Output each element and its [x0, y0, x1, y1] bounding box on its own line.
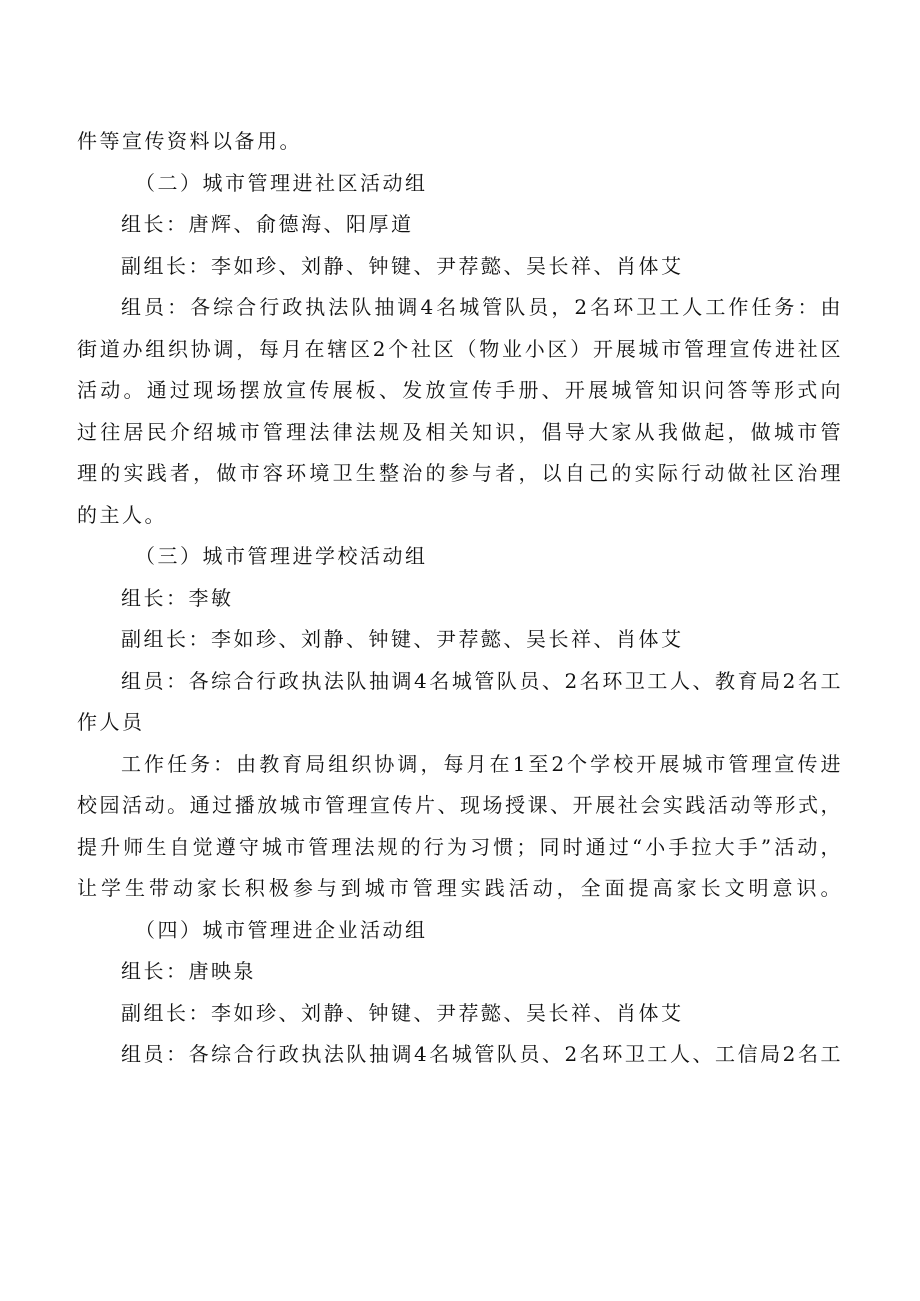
text-line: 理的实践者，做市容环境卫生整治的参与者，以自己的实际行动做社区治理 [77, 461, 843, 485]
text-line: 让学生带动家长积极参与到城市管理实践活动，全面提高家长文明意识。 [77, 876, 843, 900]
text-line: 提升师生自觉遵守城市管理法规的行为习惯；同时通过“小手拉大手”活动， [77, 834, 843, 859]
text-line: 组长：唐辉、俞德海、阳厚道 [121, 212, 414, 236]
text-line: 的主人。 [77, 502, 167, 527]
text-line: 组员：各综合行政执法队抽调4名城管队员、2名环卫工人、工信局2名工 [121, 1042, 843, 1066]
document-page [77, 124, 843, 1071]
text-line: （三）城市管理进学校活动组 [135, 544, 428, 568]
text-line: 组员：各综合行政执法队抽调4名城管队员，2名环卫工人工作任务：由 [121, 295, 843, 319]
text-line: 组长：李敏 [121, 585, 234, 610]
text-line: 组员：各综合行政执法队抽调4名城管队员、2名环卫工人、教育局2名工 [121, 668, 843, 693]
text-line: 副组长：李如珍、刘静、钟键、尹荐懿、吴长祥、肖体艾 [121, 253, 684, 278]
text-line: 副组长：李如珍、刘静、钟键、尹荐懿、吴长祥、肖体艾 [121, 627, 684, 651]
text-line: 活动。通过现场摆放宣传展板、发放宣传手册、开展城管知识问答等形式向 [77, 378, 843, 402]
text-line: 校园活动。通过播放城市管理宣传片、现场授课、开展社会实践活动等形式， [77, 793, 843, 817]
text-line: （四）城市管理进企业活动组 [135, 917, 428, 942]
text-line: 件等宣传资料以备用。 [77, 129, 302, 153]
text-line: 副组长：李如珍、刘静、钟键、尹荐懿、吴长祥、肖体艾 [121, 1000, 684, 1025]
text-line: 街道办组织协调，每月在辖区2个社区（物业小区）开展城市管理宣传进社区 [77, 336, 843, 361]
text-line: 过往居民介绍城市管理法律法规及相关知识，倡导大家从我做起，做城市管 [77, 419, 843, 444]
text-line: 作人员 [77, 710, 145, 734]
text-line: 组长：唐映泉 [121, 959, 256, 983]
text-line: （二）城市管理进社区活动组 [135, 170, 428, 195]
text-line: 工作任务：由教育局组织协调，每月在1至2个学校开展城市管理宣传进 [121, 751, 843, 776]
